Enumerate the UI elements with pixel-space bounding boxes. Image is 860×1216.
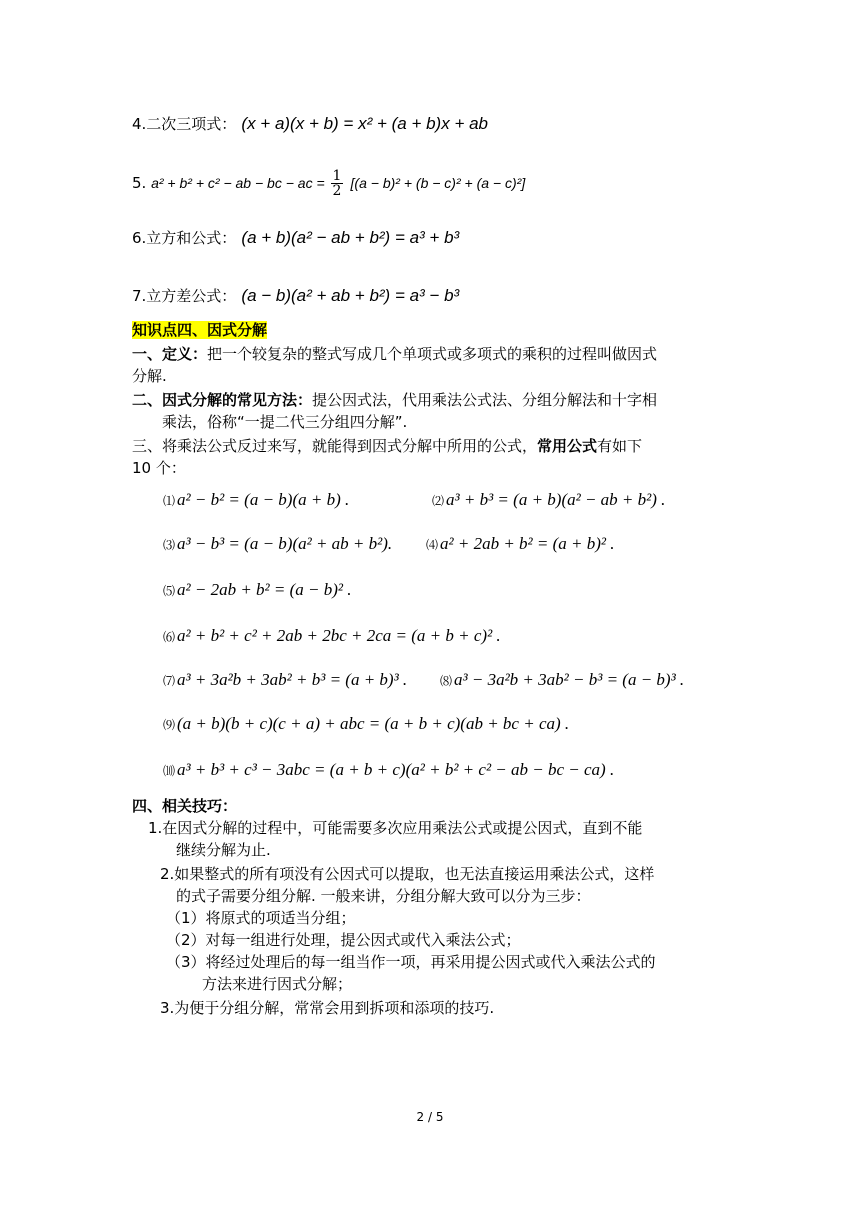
common-formula-9 <box>163 714 569 735</box>
tips-line <box>176 840 271 860</box>
formula-index: ⑼ <box>163 718 176 732</box>
tips-line <box>176 886 591 906</box>
tips-text: 3.为便于分组分解，常常会用到拆项和添项的技巧. <box>160 999 495 1017</box>
reverse-line-2 <box>132 458 186 478</box>
formula-index: ⑸ <box>163 584 176 598</box>
section-heading-text: 知识点四、因式分解 <box>132 321 268 339</box>
tips-text: 的式子需要分组分解. 一般来讲，分组分解大致可以分为三步： <box>176 887 591 905</box>
formula-5 <box>132 168 525 198</box>
formula-label: 6.立方和公式： <box>132 229 237 247</box>
methods-lead: 二、因式分解的常见方法： <box>132 391 313 409</box>
methods-line-2 <box>162 412 407 432</box>
common-formula-4 <box>426 534 615 555</box>
formula-expr-right: [(a − b)² + (b − c)² + (a − c)²] <box>350 175 526 191</box>
tips-text: 2.如果整式的所有项没有公因式可以提取，也无法直接运用乘法公式，这样 <box>160 865 655 883</box>
tips-text: （2）对每一组进行处理，提公因式或代入乘法公式； <box>166 931 521 949</box>
formula-expr: a³ + b³ = (a + b)(a² − ab + b²) . <box>446 490 666 509</box>
formula-expr: a² + 2ab + b² = (a + b)² . <box>440 534 615 553</box>
formula-index: ⑹ <box>163 630 176 644</box>
reverse-line-1 <box>132 436 642 456</box>
tips-text: （3）将经过处理后的每一组当作一项，再采用提公因式或代入乘法公式的 <box>166 953 656 971</box>
methods-text: 乘法，俗称“一提二代三分组四分解”. <box>162 413 408 431</box>
reverse-text: 10 个： <box>132 459 186 477</box>
tips-line <box>160 998 494 1018</box>
definition-line-2 <box>132 366 167 386</box>
common-formula-7 <box>163 670 407 691</box>
section-heading <box>132 320 267 340</box>
fraction-numerator: 1 <box>332 168 342 184</box>
page-number: 2 / 5 <box>416 1110 444 1124</box>
methods-text: 提公因式法，代用乘法公式法、分组分解法和十字相 <box>312 391 658 409</box>
formula-expr-left: a² + b² + c² − ab − bc − ac = <box>151 175 329 191</box>
formula-4 <box>132 114 488 134</box>
formula-expr: (a + b)(a² − ab + b²) = a³ + b³ <box>241 228 460 247</box>
tips-text: （1）将原式的项适当分组； <box>166 909 356 927</box>
tips-heading-text: 四、相关技巧： <box>132 797 238 815</box>
formula-7 <box>132 286 459 306</box>
common-formula-2 <box>432 490 665 511</box>
tips-text: 继续分解为止. <box>176 841 271 859</box>
formula-index: ⑵ <box>432 494 445 508</box>
formula-expr: a³ + b³ + c³ − 3abc = (a + b + c)(a² + b² + c² − ab − bc − ca) . <box>177 760 615 779</box>
fraction <box>331 169 344 198</box>
formula-label: 7.立方差公式： <box>132 287 237 305</box>
formula-index: ⑺ <box>163 674 176 688</box>
common-formula-5 <box>163 580 352 601</box>
definition-lead: 一、定义： <box>132 345 208 363</box>
tips-line <box>166 908 356 928</box>
formula-expr: a² − 2ab + b² = (a − b)² . <box>177 580 352 599</box>
common-formula-10 <box>163 760 614 781</box>
formula-index: ⑽ <box>163 764 176 778</box>
formula-expr: (a − b)(a² + ab + b²) = a³ − b³ <box>241 286 460 305</box>
formula-index: ⑶ <box>163 538 176 552</box>
common-formula-1 <box>163 490 349 511</box>
formula-expr: a³ − 3a²b + 3ab² − b³ = (a − b)³ . <box>454 670 685 689</box>
tips-line <box>166 952 656 972</box>
definition-text: 分解. <box>132 367 167 385</box>
formula-label: 5. <box>132 174 152 192</box>
definition-line-1 <box>132 344 657 364</box>
formula-index: ⑴ <box>163 494 176 508</box>
tips-line <box>202 974 352 994</box>
tips-line <box>166 930 521 950</box>
formula-expr: (x + a)(x + b) = x² + (a + b)x + ab <box>241 114 489 133</box>
formula-expr: a² − b² = (a − b)(a + b) . <box>177 490 350 509</box>
fraction-denominator: 2 <box>332 183 342 199</box>
formula-6 <box>132 228 459 248</box>
tips-heading <box>132 796 237 816</box>
common-formula-3 <box>163 534 392 555</box>
tips-line <box>148 818 642 838</box>
formula-index: ⑻ <box>440 674 453 688</box>
methods-line-1 <box>132 390 657 410</box>
reverse-bold: 常用公式 <box>537 437 598 455</box>
reverse-text: 有如下 <box>597 437 643 455</box>
common-formula-8 <box>440 670 684 691</box>
formula-index: ⑷ <box>426 538 439 552</box>
formula-expr: a³ + 3a²b + 3ab² + b³ = (a + b)³ . <box>177 670 408 689</box>
formula-expr: a³ − b³ = (a − b)(a² + ab + b²). <box>177 534 393 553</box>
reverse-text: 三、将乘法公式反过来写，就能得到因式分解中所用的公式， <box>132 437 538 455</box>
formula-label: 4.二次三项式： <box>132 115 237 133</box>
tips-text: 方法来进行因式分解； <box>202 975 353 993</box>
common-formula-6 <box>163 626 501 647</box>
tips-text: 1.在因式分解的过程中，可能需要多次应用乘法公式或提公因式，直到不能 <box>148 819 643 837</box>
definition-text: 把一个较复杂的整式写成几个单项式或多项式的乘积的过程叫做因式 <box>207 345 658 363</box>
formula-expr: a² + b² + c² + 2ab + 2bc + 2ca = (a + b + c)² . <box>177 626 501 645</box>
formula-expr: (a + b)(b + c)(c + a) + abc = (a + b + c)(ab + bc + ca) . <box>177 714 570 733</box>
tips-line <box>160 864 654 884</box>
